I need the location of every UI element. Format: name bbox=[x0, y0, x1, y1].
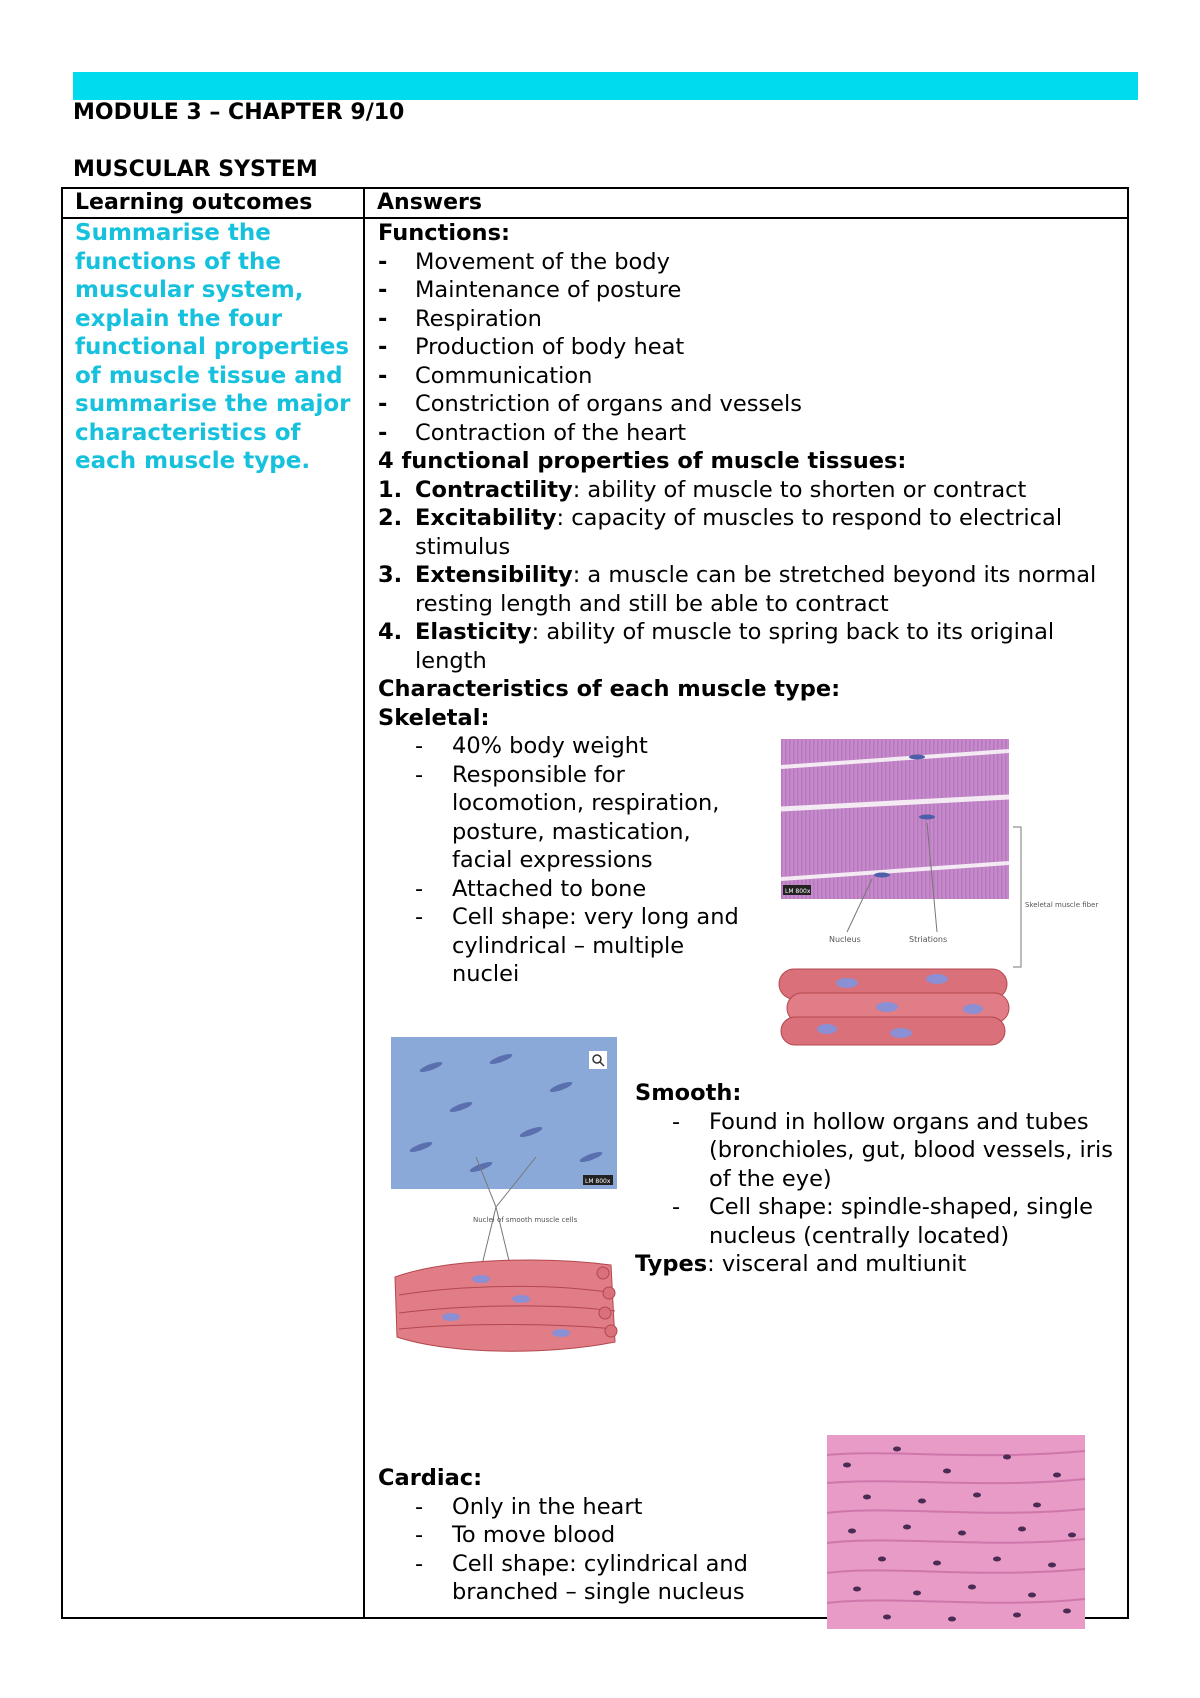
list-item: - Maintenance of posture bbox=[378, 276, 1128, 305]
functions-block bbox=[378, 219, 1128, 732]
skeletal-fiber-label: Skeletal muscle fiber bbox=[1025, 901, 1099, 909]
list-item: - Found in hollow organs and tubes (bronchioles, gut, blood vessels, iris of the eye) bbox=[672, 1108, 1125, 1194]
list-item: - 40% body weight bbox=[415, 732, 758, 761]
list-item: - Cell shape: very long and cylindrical – multiple nuclei bbox=[415, 903, 758, 989]
list-item: - Production of body heat bbox=[378, 333, 1128, 362]
item-number: 4. bbox=[378, 619, 403, 645]
table-row bbox=[62, 218, 1128, 1618]
characteristics-heading: Characteristics of each muscle type: bbox=[378, 676, 841, 702]
properties-heading: 4 functional properties of muscle tissues: bbox=[378, 448, 907, 474]
property-desc: : ability of muscle to spring back to its original length bbox=[415, 619, 1055, 674]
list-item bbox=[378, 504, 1128, 561]
property-term: Excitability bbox=[415, 505, 557, 531]
list-item bbox=[378, 476, 1128, 505]
skeletal-block bbox=[378, 732, 758, 989]
list-item: - Communication bbox=[378, 362, 1128, 391]
skeletal-list bbox=[378, 732, 758, 989]
cardiac-muscle-figure bbox=[827, 1435, 1087, 1631]
learning-outcome-text: Summarise the functions of the muscular system, explain the four functional properties of muscle tissue and summarise the major characteristics of each muscle type. bbox=[75, 220, 351, 474]
property-desc: : a muscle can be stretched beyond its normal resting length and still be able to contract bbox=[415, 562, 1097, 617]
item-number: 3. bbox=[378, 562, 403, 588]
header-accent-band bbox=[73, 72, 1138, 100]
list-item: - Responsible for locomotion, respiration, posture, mastication, facial expressions bbox=[415, 761, 758, 875]
smooth-muscle-figure bbox=[391, 1037, 631, 1357]
list-item: - Contraction of the heart bbox=[378, 419, 1128, 448]
skeletal-muscle-figure bbox=[777, 739, 1099, 1049]
learning-outcome-cell bbox=[62, 218, 364, 1618]
list-item: - Cell shape: cylindrical and branched – single nucleus bbox=[415, 1550, 818, 1607]
smooth-nuclei-label: Nuclei of smooth muscle cells bbox=[473, 1216, 578, 1224]
smooth-fiber-drawing bbox=[395, 1260, 617, 1351]
col-answers-header: Answers bbox=[364, 188, 1128, 218]
cardiac-list bbox=[378, 1493, 818, 1607]
list-item: - To move blood bbox=[415, 1521, 818, 1550]
magnifier-icon[interactable] bbox=[589, 1051, 607, 1069]
properties-list bbox=[378, 476, 1128, 676]
list-item: - Constriction of organs and vessels bbox=[378, 390, 1128, 419]
answers-cell bbox=[364, 218, 1128, 1618]
smooth-heading: Smooth: bbox=[635, 1080, 742, 1106]
outcomes-table bbox=[61, 187, 1129, 1619]
property-term: Contractility bbox=[415, 476, 573, 503]
topic-title: MUSCULAR SYSTEM bbox=[73, 157, 318, 182]
cardiac-block bbox=[378, 1464, 818, 1607]
table-header-row bbox=[62, 188, 1128, 218]
property-desc: : capacity of muscles to respond to electrical stimulus bbox=[415, 505, 1063, 560]
list-item: - Movement of the body bbox=[378, 248, 1128, 277]
cardiac-heading: Cardiac: bbox=[378, 1465, 483, 1491]
list-item: - Respiration bbox=[378, 305, 1128, 334]
list-item: - Cell shape: spindle-shaped, single nucleus (centrally located) bbox=[672, 1193, 1125, 1250]
functions-list bbox=[378, 248, 1128, 448]
nucleus-label: Nucleus bbox=[829, 935, 861, 944]
property-term: Extensibility bbox=[415, 562, 573, 588]
smooth-block bbox=[635, 1079, 1125, 1279]
property-desc: : ability of muscle to shorten or contract bbox=[572, 476, 1027, 503]
striations-label: Striations bbox=[909, 935, 948, 944]
list-item bbox=[378, 618, 1128, 675]
skeletal-magnification-label: LM 800x bbox=[785, 888, 811, 895]
list-item: - Attached to bone bbox=[415, 875, 758, 904]
item-number: 1. bbox=[378, 476, 403, 503]
list-item bbox=[378, 561, 1128, 618]
skeletal-fiber-drawing bbox=[779, 969, 1009, 1045]
skeletal-heading: Skeletal: bbox=[378, 704, 490, 731]
smooth-types: Types: visceral and multiunit bbox=[635, 1251, 967, 1277]
module-title: MODULE 3 – CHAPTER 9/10 bbox=[73, 100, 405, 125]
functions-heading: Functions: bbox=[378, 220, 510, 246]
smooth-list bbox=[635, 1108, 1125, 1251]
col-learning-outcomes-header: Learning outcomes bbox=[62, 188, 364, 218]
property-term: Elasticity bbox=[415, 619, 532, 645]
smooth-magnification-label: LM 800x bbox=[585, 1178, 611, 1185]
item-number: 2. bbox=[378, 505, 403, 531]
list-item: - Only in the heart bbox=[415, 1493, 818, 1522]
